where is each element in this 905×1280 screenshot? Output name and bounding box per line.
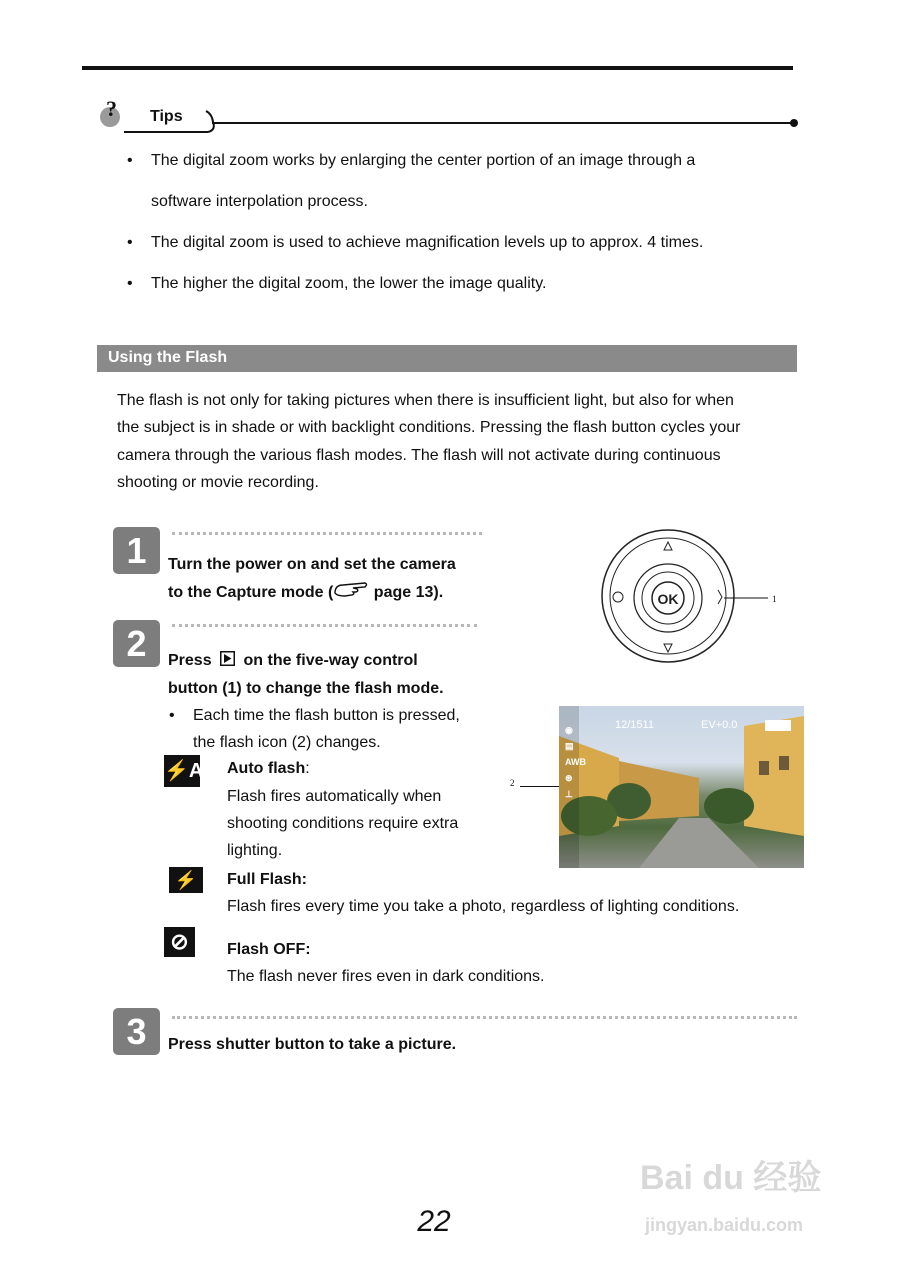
flash-mode-suffix: :	[305, 760, 310, 777]
step-number-2: 2	[113, 620, 160, 667]
auto-flash-icon: ⚡A	[164, 755, 200, 787]
paragraph-line: the subject is in shade or with backlight conditions. Pressing the flash button cycles your	[117, 419, 741, 437]
flash-mode-name: Auto flash	[227, 760, 306, 777]
lcd-preview-photo	[559, 706, 804, 868]
tips-label: Tips	[150, 108, 183, 125]
step-2-text-post: on the five-way control	[239, 652, 418, 669]
dotted-divider	[172, 1016, 797, 1021]
battery-icon	[765, 720, 791, 731]
step-number-1: 1	[113, 527, 160, 574]
svg-text:?: ?	[106, 99, 117, 121]
auto-flash-desc: shooting conditions require extra	[227, 815, 459, 832]
tips-divider	[120, 108, 800, 136]
paragraph-line: The flash is not only for taking pictures when there is insufficient light, but also for when	[117, 392, 734, 409]
dotted-divider	[172, 624, 477, 629]
tip-text: The higher the digital zoom, the lower the image quality.	[151, 275, 547, 292]
step-2-text-line2: button (1) to change the flash mode.	[168, 680, 444, 697]
step-1-text-line2	[168, 579, 443, 606]
auto-flash-desc: Flash fires automatically when	[227, 788, 442, 805]
flash-off-icon: ⊘	[164, 927, 195, 957]
paragraph-line: camera through the various flash modes. The flash will not activate during continuous	[117, 446, 721, 464]
auto-flash-title	[227, 755, 310, 782]
full-flash-desc: Flash fires every time you take a photo, regardless of lighting conditions.	[227, 898, 740, 915]
lcd-left-icons	[565, 722, 586, 802]
step-2-bullet-text-line2: the flash icon (2) changes.	[193, 734, 381, 751]
lcd-shot-counter: 12/1511	[615, 719, 654, 731]
section-title: Using the Flash	[108, 349, 228, 366]
tip-text: The digital zoom is used to achieve magnification levels up to approx. 4 times.	[151, 234, 704, 251]
step-number-3: 3	[113, 1008, 160, 1055]
step-1-text: Turn the power on and set the camera	[168, 556, 456, 573]
auto-flash-desc: lighting.	[227, 842, 283, 859]
tripod-icon: ⊥	[565, 789, 573, 799]
bullet: •	[169, 707, 175, 724]
paragraph-line: shooting or movie recording.	[117, 473, 319, 491]
eye-icon: ◉	[565, 725, 573, 735]
watermark-url: jingyan.baidu.com	[645, 1215, 804, 1235]
awb-label: AWB	[565, 757, 586, 767]
quality-icon: ▤	[565, 741, 574, 751]
tip-text: software interpolation process.	[151, 193, 368, 210]
bullet: •	[127, 152, 133, 169]
bullet: •	[127, 275, 133, 292]
section-paragraph	[117, 387, 807, 496]
question-icon	[98, 99, 122, 127]
full-flash-icon: ⚡	[169, 867, 203, 893]
page-number: 22	[417, 1205, 451, 1238]
top-rule	[82, 66, 793, 70]
step-2-bullet-text: Each time the flash button is pressed,	[193, 707, 460, 724]
watermark-logo: Bai du 经验	[640, 1159, 822, 1197]
lcd-ev-value: EV+0.0	[701, 719, 738, 731]
flash-off-lcd-icon: ⊛	[565, 773, 573, 783]
tip-text: The digital zoom works by enlarging the center portion of an image through a	[151, 152, 696, 169]
ok-label: OK	[657, 591, 679, 607]
pointing-hand-icon	[333, 579, 369, 599]
dotted-divider	[172, 532, 482, 537]
step-2-text	[168, 647, 418, 674]
step-1-text-post: page 13).	[369, 584, 444, 601]
callout-1: 1	[772, 594, 777, 604]
step-3-text: Press shutter button to take a picture.	[168, 1036, 457, 1053]
callout-2: 2	[510, 778, 515, 788]
flash-off-title: Flash OFF:	[227, 941, 311, 958]
flash-off-desc: The flash never fires even in dark conditions.	[227, 968, 545, 985]
step-2-text-pre: Press	[168, 652, 217, 669]
callout-line-2	[520, 786, 560, 787]
right-arrow-button-icon	[220, 651, 235, 666]
full-flash-title: Full Flash:	[227, 871, 307, 888]
five-way-control-diagram	[590, 520, 790, 670]
step-1-text-pre: to the Capture mode (	[168, 584, 334, 601]
bullet: •	[127, 234, 133, 251]
